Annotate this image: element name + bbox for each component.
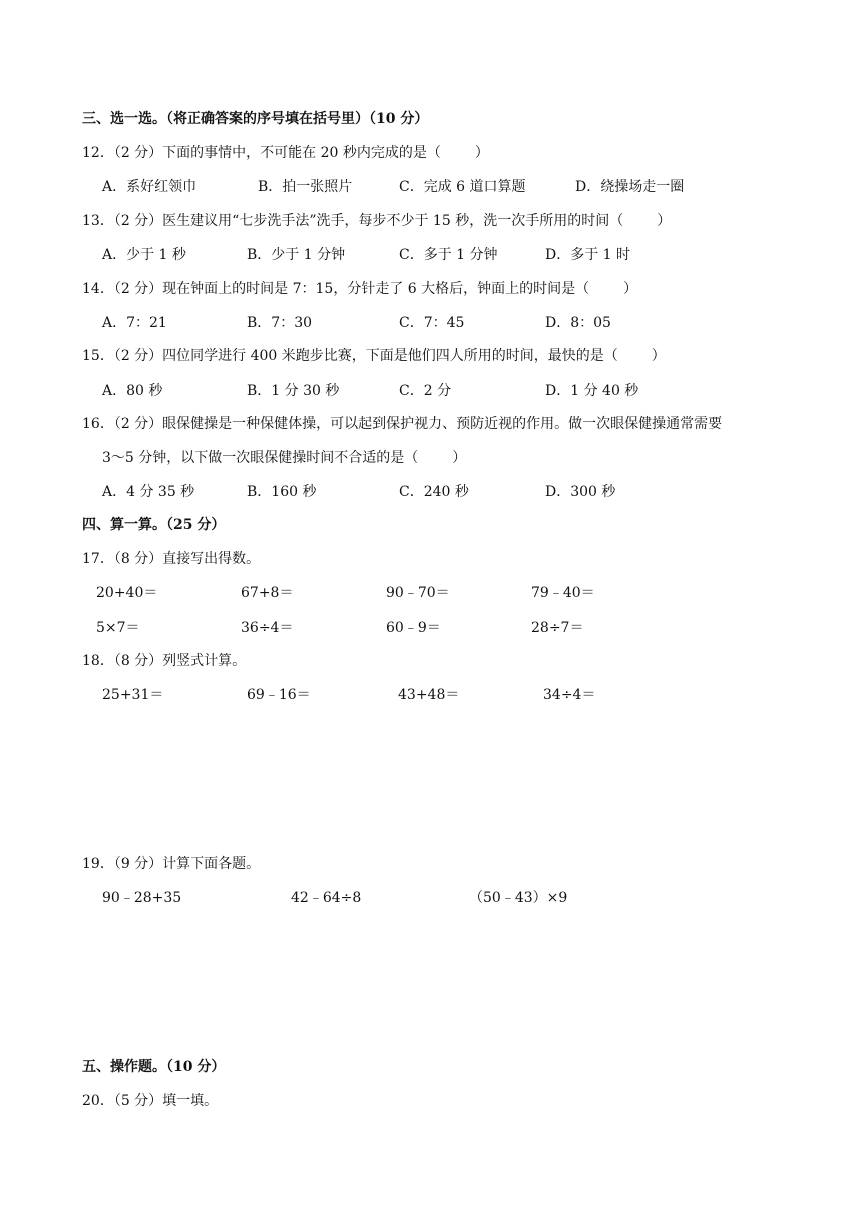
q13-option-c: C．多于 1 分钟 (399, 247, 498, 263)
q18-item: 43+48＝ (398, 687, 460, 703)
q14-option-c: C．7：45 (399, 315, 465, 331)
section-3-header: 三、选一选。（将正确答案的序号填在括号里）（10 分） (82, 111, 429, 127)
question-18-stem: 18．（8 分）列竖式计算。 (82, 653, 247, 669)
q17-item: 36÷4＝ (241, 620, 294, 636)
q17-item: 60﹣9＝ (386, 620, 441, 636)
q15-option-c: C．2 分 (399, 383, 452, 399)
q16-option-b: B．160 秒 (247, 484, 317, 500)
q12-option-d: D．绕操场走一圈 (575, 179, 685, 195)
q15-option-d: D．1 分 40 秒 (545, 383, 639, 399)
q18-item: 34÷4＝ (543, 687, 596, 703)
q19-item: 90﹣28+35 (102, 890, 182, 906)
question-15-stem: 15．（2 分）四位同学进行 400 米跑步比赛，下面是他们四人所用的时间，最快的是（ ） (82, 348, 666, 364)
q12-option-b: B．拍一张照片 (258, 179, 353, 195)
q17-item: 20+40＝ (96, 585, 158, 601)
question-12-stem: 12．（2 分）下面的事情中，不可能在 20 秒内完成的是（ ） (82, 145, 489, 161)
question-17-stem: 17．（8 分）直接写出得数。 (82, 551, 261, 567)
q14-option-b: B．7：30 (247, 315, 313, 331)
q16-option-c: C．240 秒 (399, 484, 469, 500)
section-4-header: 四、算一算。（25 分） (82, 517, 226, 533)
q13-option-a: A．少于 1 秒 (102, 247, 186, 263)
question-16-stem-line2: 3～5 分钟，以下做一次眼保健操时间不合适的是（ ） (102, 450, 467, 466)
q16-option-d: D．300 秒 (545, 484, 616, 500)
q17-item: 90﹣70＝ (386, 585, 450, 601)
q15-option-a: A．80 秒 (102, 383, 163, 399)
section-5-header: 五、操作题。（10 分） (82, 1059, 226, 1075)
q16-option-a: A．4 分 35 秒 (102, 484, 195, 500)
question-14-stem: 14．（2 分）现在钟面上的时间是 7：15，分针走了 6 大格后，钟面上的时间是（ ） (82, 281, 638, 297)
q14-option-a: A．7：21 (102, 315, 167, 331)
q12-option-c: C．完成 6 道口算题 (399, 179, 526, 195)
q15-option-b: B．1 分 30 秒 (247, 383, 340, 399)
q18-item: 69﹣16＝ (247, 687, 311, 703)
q17-item: 28÷7＝ (531, 620, 584, 636)
question-13-stem: 13．（2 分）医生建议用“七步洗手法”洗手，每步不少于 15 秒，洗一次手所用的时间（ ） (82, 213, 672, 229)
q17-item: 79﹣40＝ (531, 585, 595, 601)
q13-option-d: D．多于 1 时 (545, 247, 631, 263)
q13-option-b: B．少于 1 分钟 (247, 247, 346, 263)
q14-option-d: D．8：05 (545, 315, 611, 331)
question-19-stem: 19．（9 分）计算下面各题。 (82, 856, 261, 872)
q12-option-a: A．系好红领巾 (102, 179, 197, 195)
q18-item: 25+31＝ (102, 687, 164, 703)
question-16-stem-line1: 16．（2 分）眼保健操是一种保健体操，可以起到保护视力、预防近视的作用。做一次眼保健操通常需要 (82, 416, 723, 432)
q17-item: 5×7＝ (96, 620, 140, 636)
q19-item: （50﹣43）×9 (469, 890, 568, 906)
q19-item: 42﹣64÷8 (291, 890, 362, 906)
q17-item: 67+8＝ (241, 585, 294, 601)
question-20-stem: 20．（5 分）填一填。 (82, 1093, 219, 1109)
